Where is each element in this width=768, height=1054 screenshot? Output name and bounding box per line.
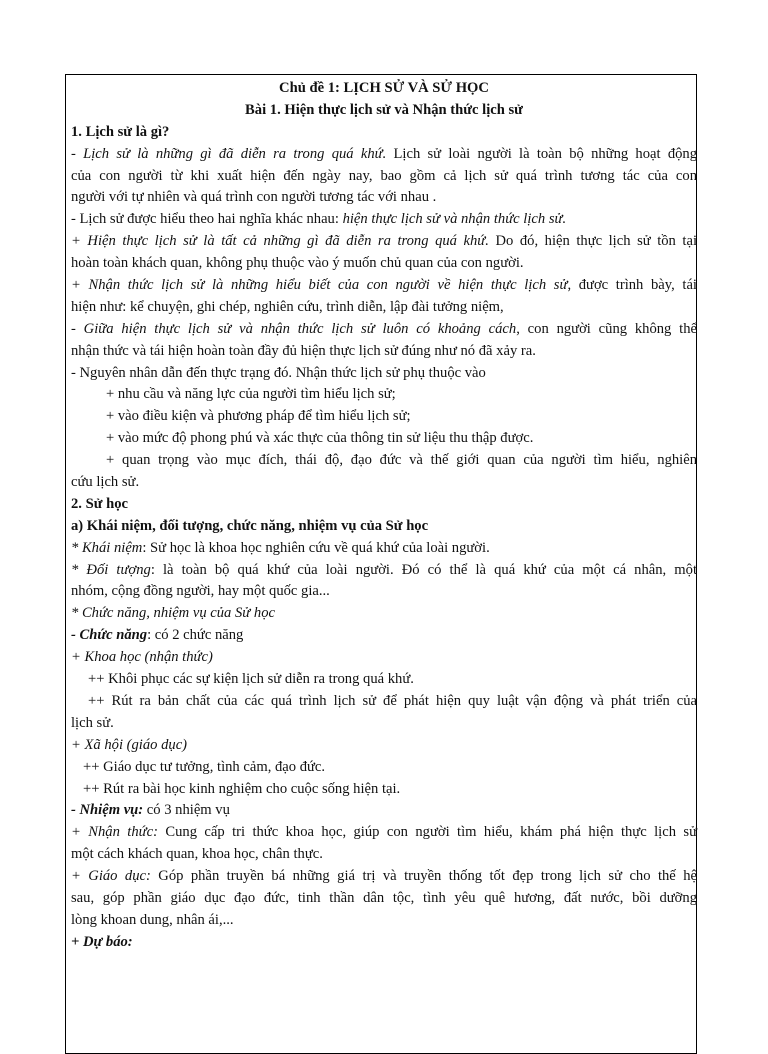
science-item-1: ++ Khôi phục các sự kiện lịch sử diễn ra trong quá khứ.	[88, 671, 414, 688]
text-run: : là toàn bộ quá khứ của loài người. Đó có thể là quá khứ của một cá nhân, một	[150, 561, 697, 578]
education-line-1	[71, 866, 697, 888]
social-item-2: ++ Rút ra bài học kinh nghiệm cho cuộc sống hiện tại.	[83, 780, 401, 797]
italic-phrase: hiện thực lịch sử và nhận thức lịch sử.	[342, 211, 567, 228]
paragraph-1-line-1	[71, 144, 697, 166]
function-task-heading: * Chức năng, nhiệm vụ của Sử học	[71, 605, 275, 622]
italic-phrase: - Lịch sử là những gì đã diễn ra trong quá khứ.	[71, 145, 387, 162]
concept-line	[71, 538, 697, 560]
italic-phrase: - Giữa hiện thực lịch sử và nhận thức lịch sử luôn có khoảng cách	[71, 320, 517, 337]
object-line-1	[71, 560, 697, 582]
bullet-4-line-1: + quan trọng vào mục đích, thái độ, đạo đức và thế giới quan của người tìm hiểu, nghiên	[106, 452, 697, 469]
paragraph-6: - Nguyên nhân dẫn đến thực trạng đó. Nhận thức lịch sử phụ thuộc vào	[71, 364, 486, 381]
text-run: , được trình bày, tái	[567, 277, 697, 294]
bullet-4-line-2: cứu lịch sử.	[71, 474, 140, 491]
section-2a-heading: a) Khái niệm, đối tượng, chức năng, nhiệm vụ của Sử học	[71, 517, 429, 534]
text-run: , con người cũng không thể	[516, 320, 698, 337]
paragraph-3-line-1	[71, 231, 697, 253]
text-run: có 3 nhiệm vụ	[143, 802, 230, 819]
forecast-line	[71, 932, 697, 954]
text-run: Góp phần truyền bá những giá trị và truyền thống tốt đẹp trong lịch sử cho thế hệ	[150, 868, 697, 885]
text-run: Cung cấp tri thức khoa học, giúp con người tìm hiểu, khám phá hiện thực lịch sử	[157, 824, 697, 841]
text-run: - Lịch sử được hiểu theo hai nghĩa khác nhau:	[71, 211, 343, 228]
text-run: Lịch sử loài người là toàn bộ những hoạt động	[386, 145, 698, 162]
social-function: + Xã hội (giáo dục)	[71, 736, 188, 753]
section-2-heading: 2. Sử học	[71, 495, 129, 512]
text-run: : Sử học là khoa học nghiên cứu về quá khứ của loài người.	[142, 539, 490, 556]
paragraph-1-line-2: của con người từ khi xuất hiện đến ngày nay, bao gồm cả lịch sử quá trình tương tác của con	[71, 167, 697, 184]
paragraph-2	[71, 209, 697, 231]
paragraph-3-line-2: hoàn toàn khách quan, không phụ thuộc vào ý muốn chủ quan của con người.	[71, 255, 524, 272]
cognition-label: + Nhận thức:	[71, 824, 158, 841]
lesson-title: Bài 1. Hiện thực lịch sử và Nhận thức lịch sử	[245, 101, 523, 118]
object-label: * Đối tượng	[71, 561, 151, 578]
italic-phrase: + Nhận thức lịch sử là những hiểu biết của con người về hiện thực lịch sử	[71, 277, 568, 294]
paragraph-1-line-3: người với tự nhiên và quá trình con người tương tác với nhau .	[71, 189, 437, 206]
text-run: : có 2 chức năng	[147, 627, 244, 644]
document-body	[71, 78, 697, 954]
social-item-1: ++ Giáo dục tư tưởng, tình cảm, đạo đức.	[83, 758, 326, 775]
object-line-2: nhóm, cộng đồng người, hay một quốc gia...	[71, 583, 330, 600]
bullet-2: + vào điều kiện và phương pháp để tìm hiểu lịch sử;	[106, 408, 411, 425]
task-line	[71, 800, 697, 822]
science-item-2-line-2: lịch sử.	[71, 714, 114, 731]
forecast-label: + Dự báo:	[71, 933, 133, 950]
italic-phrase: + Hiện thực lịch sử là tất cả những gì đã diễn ra trong quá khứ.	[71, 233, 489, 250]
paragraph-5-line-1	[71, 319, 697, 341]
cognition-line-1	[71, 822, 697, 844]
science-function: + Khoa học (nhận thức)	[71, 649, 213, 666]
section-1-heading: 1. Lịch sử là gì?	[71, 123, 170, 140]
science-item-2-line-1: ++ Rút ra bản chất của các quá trình lịch sử để phát hiện quy luật vận động và phát triển của	[88, 692, 697, 709]
paragraph-5-line-2: nhận thức và tái hiện hoàn toàn đầy đủ hiện thực lịch sử đúng như nó đã xảy ra.	[71, 342, 536, 359]
text-run: Do đó, hiện thực lịch sử tồn tại	[488, 233, 697, 250]
topic-title: Chủ đề 1: LỊCH SỬ VÀ SỬ HỌC	[279, 80, 489, 96]
task-label: - Nhiệm vụ:	[71, 802, 144, 819]
paragraph-4-line-1	[71, 275, 697, 297]
function-label: - Chức năng	[71, 627, 148, 644]
paragraph-4-line-2: hiện như: kể chuyện, ghi chép, nghiên cứu, trình diễn, lập đài tưởng niệm,	[71, 298, 504, 315]
cognition-line-2: một cách khách quan, khoa học, chân thực.	[71, 846, 323, 863]
education-line-2: sau, góp phần giáo dục đạo đức, tinh thần dân tộc, tình yêu quê hương, đất nước, bồi dưỡng	[71, 889, 697, 906]
function-line	[71, 625, 697, 647]
education-line-3: lòng khoan dung, nhân ái,...	[71, 911, 234, 928]
bullet-3: + vào mức độ phong phú và xác thực của thông tin sử liệu thu thập được.	[106, 430, 534, 447]
bullet-1: + nhu cầu và năng lực của người tìm hiểu lịch sử;	[106, 386, 396, 403]
concept-label: * Khái niệm	[71, 539, 143, 556]
education-label: + Giáo dục:	[71, 868, 151, 885]
